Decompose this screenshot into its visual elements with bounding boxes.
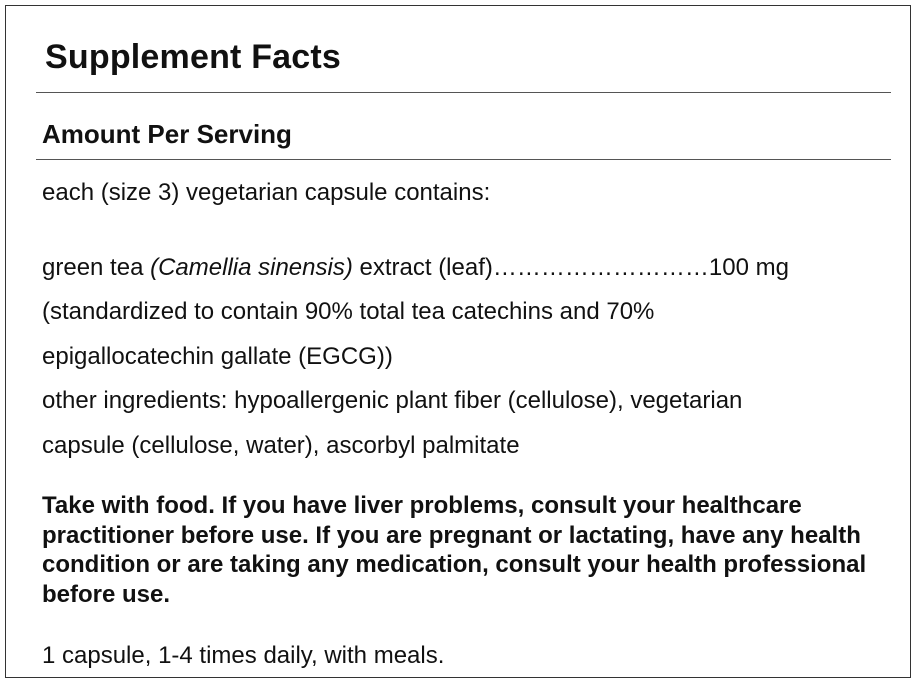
- ingredient-amount: 100 mg: [708, 254, 789, 281]
- subhead-divider: [36, 159, 891, 160]
- supplement-facts-panel: [5, 5, 911, 678]
- panel-title: Supplement Facts: [45, 38, 342, 76]
- other-ingredients-line-2: capsule (cellulose, water), ascorbyl palmitate: [42, 432, 520, 459]
- directions-text: 1 capsule, 1-4 times daily, with meals.: [42, 642, 445, 669]
- title-divider: [36, 92, 891, 93]
- amount-per-serving-heading: Amount Per Serving: [42, 119, 292, 149]
- ingredient-name-suffix: extract (leaf): [352, 254, 493, 281]
- other-ingredients-line-1: other ingredients: hypoallergenic plant fiber (cellulose), vegetarian: [42, 387, 743, 414]
- ingredient-dot-leader: ………………………: [492, 254, 709, 281]
- serving-description: each (size 3) vegetarian capsule contains:: [42, 179, 491, 206]
- ingredient-latin-name: (Camellia sinensis): [150, 254, 353, 281]
- ingredient-name-prefix: green tea: [42, 254, 151, 281]
- warning-text: Take with food. If you have liver problems, consult your healthcare practitioner before use. If you are pregnant or lactating, have any health condition or are taking any medication, consult your health professional before use.: [42, 492, 867, 608]
- ingredient-line: [42, 254, 789, 282]
- standardization-line-2: epigallocatechin gallate (EGCG)): [42, 343, 393, 370]
- standardization-line-1: (standardized to contain 90% total tea catechins and 70%: [42, 298, 655, 325]
